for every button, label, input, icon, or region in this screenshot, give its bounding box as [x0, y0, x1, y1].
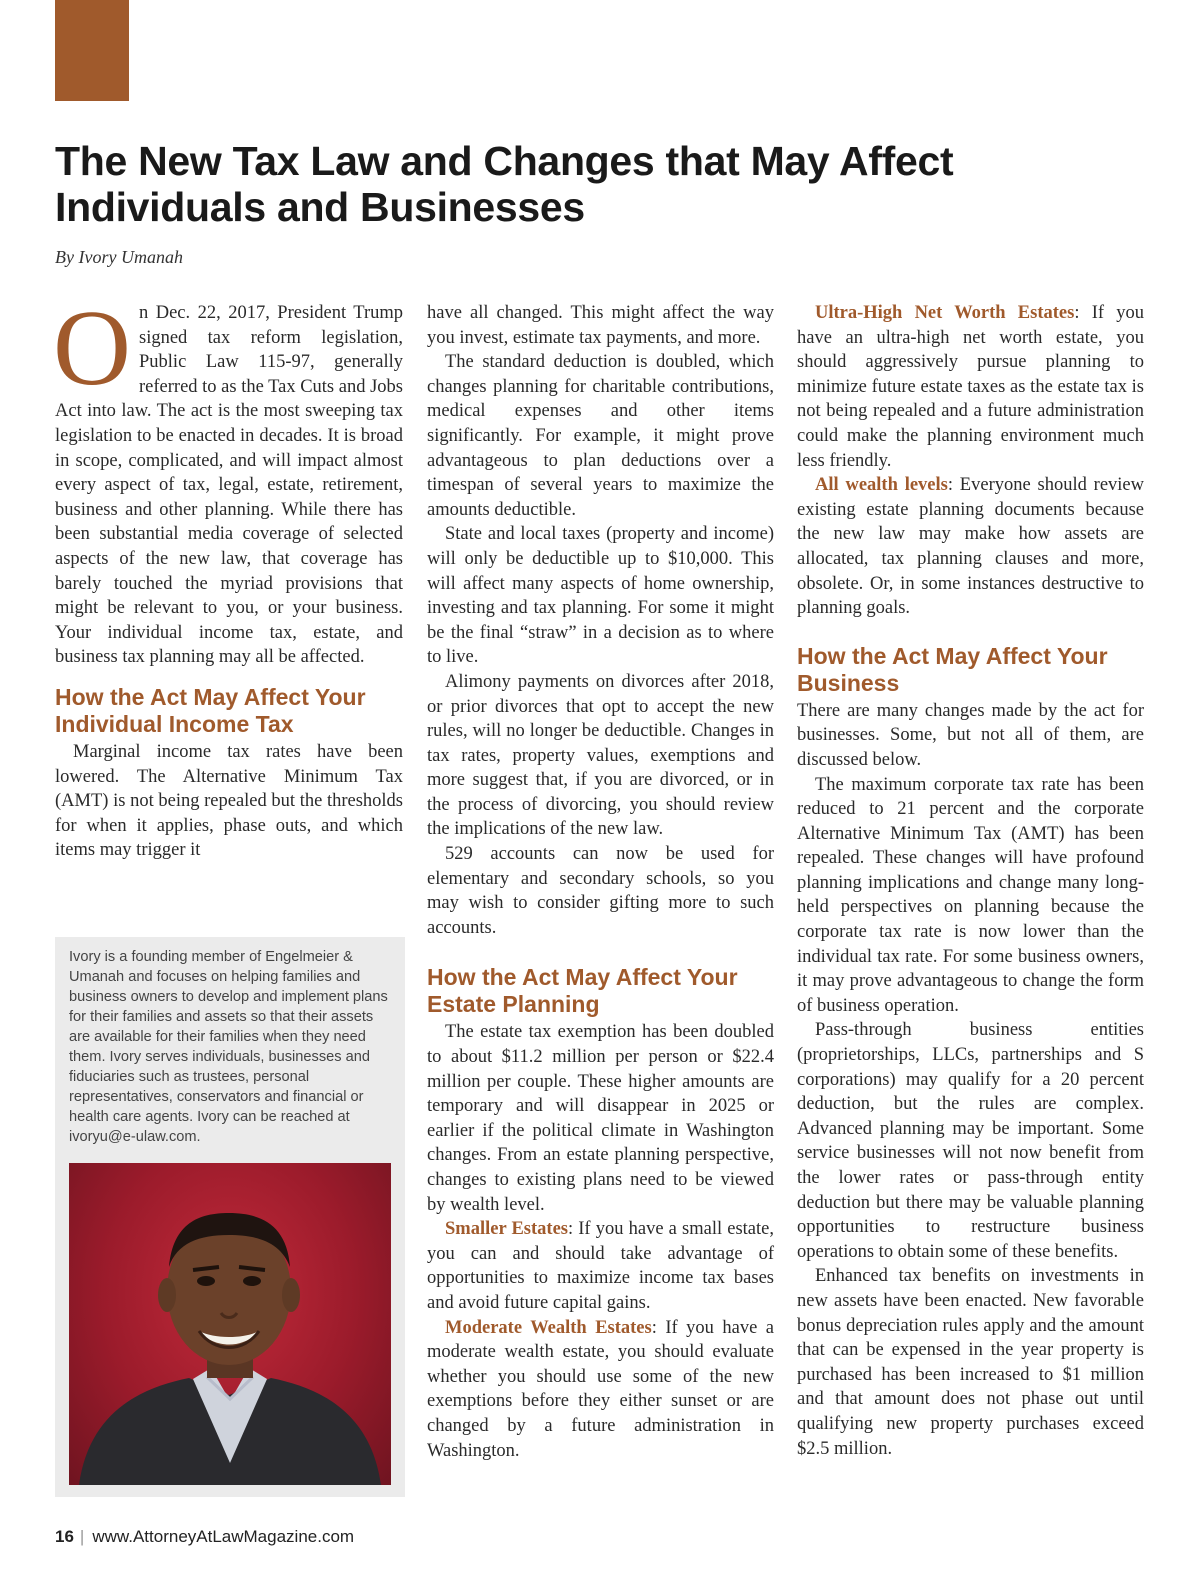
- title-line-2: Individuals and Businesses: [55, 184, 585, 230]
- heading-estate-planning: How the Act May Affect Your Estate Planning: [427, 964, 738, 1018]
- author-photo: [69, 1163, 391, 1485]
- individual-paragraph-2: The standard deduction is doubled, which changes planning for charitable contributions, medical expenses and other items significantly. For example, it might prove advantageous to plan deductions over a timespan of several years to maximize the amounts deductible.: [427, 352, 774, 520]
- estate-all-levels-paragraph: [797, 473, 1144, 621]
- author-bio-box: [55, 937, 405, 1497]
- smaller-estates-lead: Smaller Estates: [445, 1219, 568, 1240]
- column-3: [797, 301, 1144, 1461]
- heading-individual-income-tax: How the Act May Affect Your Individual Income Tax: [55, 683, 366, 737]
- column-1: [53, 289, 403, 863]
- intro-paragraph: [53, 289, 403, 670]
- accent-block: [55, 0, 129, 101]
- page-number: 16: [55, 1527, 74, 1546]
- estate-moderate-paragraph: [427, 1316, 774, 1464]
- article-title: [55, 138, 1155, 230]
- ultra-estates-lead: Ultra-High Net Worth Estates: [815, 303, 1075, 323]
- business-paragraph-1: There are many changes made by the act for businesses. Some, but not all of them, are discussed below.: [797, 700, 1144, 770]
- business-paragraph-3: Pass-through business entities (proprietorships, LLCs, partnerships and S corporations) may qualify for a 20 percent deduction, but the rules are complex. Advanced planning may be important. Some service businesses will not now benefit from the lower rates or pass-through entity deduction but there may be valuable planning opportunities to restructure business operations to obtain some of these benefits.: [797, 1020, 1144, 1262]
- column-2: [427, 301, 774, 1463]
- individual-paragraph-3: State and local taxes (property and income) will only be deductible up to $10,000. This will affect many aspects of home ownership, investing and tax planning. For some it might be the final “straw” in a decision as to where to live.: [427, 524, 774, 668]
- estate-ultra-paragraph: [797, 301, 1144, 473]
- intro-text: n Dec. 22, 2017, President Trump signed tax reform legislation, Public Law 115-97, generally referred to as the Tax Cuts and Jobs Act into law. The act is the most sweeping tax legislation to be enacted in decades. It is broad in scope, complicated, and will impact almost every aspect of tax, legal, estate, retirement, business and other planning. While there has been substantial media coverage of selected aspects of the new law, that coverage has barely touched the myriad provisions that might be relevant to you, or your business. Your individual income tax, estate, and business tax planning may all be affected.: [55, 303, 403, 668]
- author-portrait-illustration: [69, 1163, 391, 1485]
- estate-paragraph-1: The estate tax exemption has been doubled to about $11.2 million per person or $22.4 million per couple. These higher amounts are temporary and will disappear in 2025 or earlier if the political climate in Washington changes. From an estate planning perspective, changes to existing plans need to be viewed by wealth level.: [427, 1022, 774, 1215]
- heading-business: How the Act May Affect Your Business: [797, 642, 1108, 696]
- drop-cap: O: [53, 289, 131, 408]
- magazine-url[interactable]: www.AttorneyAtLawMagazine.com: [92, 1527, 355, 1546]
- individual-paragraph-4: Alimony payments on divorces after 2018, or prior divorces that opt to accept the new rules, will no longer be deductible. Changes in tax rates, property values, exemptions and more suggest that, if you are divorced, or in the process of divorcing, you should review the implications of the new law.: [427, 671, 774, 840]
- business-paragraph-4: Enhanced tax benefits on investments in new assets have been enacted. New favorable bonus depreciation rules apply and the amount that can be expensed in the year property is purchased has been increased to $1 million and that amount does not phase out until qualifying new property purchases exceed $2.5 million.: [797, 1266, 1144, 1459]
- individual-paragraph-5: 529 accounts can now be used for elementary and secondary schools, so you may wish to consider gifting more to such accounts.: [427, 844, 774, 938]
- business-paragraph-2: The maximum corporate tax rate has been reduced to 21 percent and the corporate Alternative Minimum Tax (AMT) has been repealed. These changes will have profound planning implications and change many long-held perspectives on planning because the corporate tax rate is now lower than the individual tax rate. For some business owners, it may prove advantageous to change the form of business operation.: [797, 774, 1144, 1016]
- individual-paragraph-1: Marginal income tax rates have been lowered. The Alternative Minimum Tax (AMT) is not being repealed but the thresholds for when it applies, phase outs, and which items may trigger it: [55, 741, 403, 861]
- ultra-estates-text: : If you have an ultra-high net worth estate, you should aggressively pursue planning to minimize future estate taxes as the estate tax is not being repealed and a future administration could make the planning environment much less friendly.: [797, 303, 1144, 471]
- moderate-estates-lead: Moderate Wealth Estates: [445, 1317, 652, 1338]
- all-wealth-levels-text: : Everyone should review existing estate planning documents because the new law may make how assets are allocated, tax planning clauses and more, obsolete. Or, in some instances destructive to planning goals.: [797, 475, 1144, 619]
- page-footer: [55, 1527, 354, 1547]
- footer-separator: |: [79, 1527, 85, 1546]
- author-bio-text: Ivory is a founding member of Engelmeier & Umanah and focuses on helping families and business owners to develop and implement plans for their families and assets so that their assets are available for their families when they need them. Ivory serves individuals, businesses and fiduciaries such as trustees, personal representatives, conservators and financial or health care agents. Ivory can be reached at ivoryu@e-ulaw.com.: [69, 949, 388, 1145]
- moderate-estates-text: : If you have a moderate wealth estate, you should evaluate whether you should use some of the new exemptions before they either sunset or are changed by a future administration in Washington.: [427, 1317, 774, 1461]
- all-wealth-levels-lead: All wealth levels: [815, 475, 948, 496]
- estate-smaller-paragraph: [427, 1217, 774, 1315]
- title-line-1: The New Tax Law and Changes that May Affect: [55, 138, 954, 184]
- individual-paragraph-1-continued: have all changed. This might affect the way you invest, estimate tax payments, and more.: [427, 303, 774, 348]
- smaller-estates-text: : If you have a small estate, you can and should take advantage of opportunities to maximize income tax bases and avoid future capital gains.: [427, 1219, 774, 1313]
- byline: By Ivory Umanah: [55, 247, 183, 267]
